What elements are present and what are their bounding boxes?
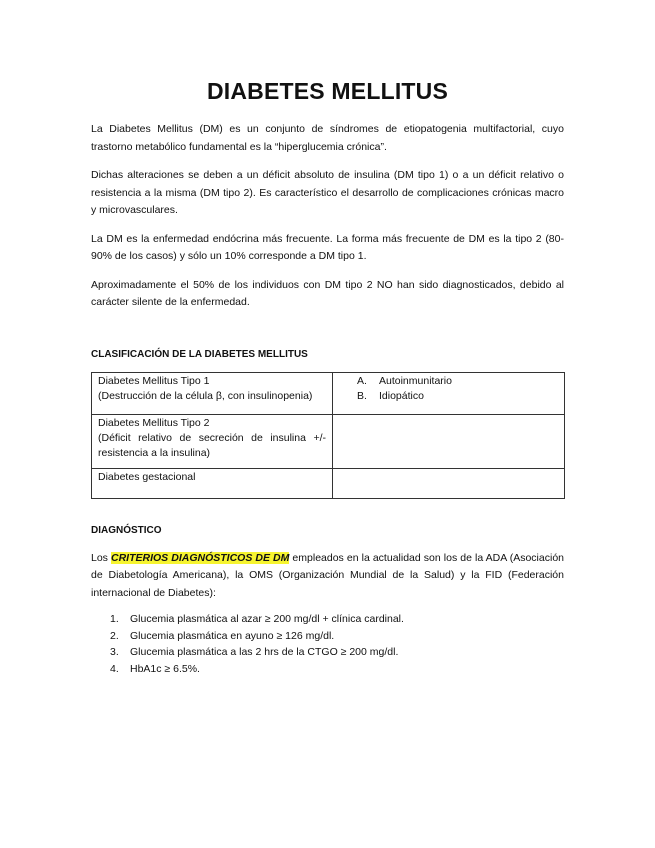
list-item <box>91 611 564 628</box>
list-number: 1. <box>110 613 119 625</box>
diabetes-type-label: Diabetes Mellitus Tipo 1 <box>98 374 210 387</box>
criteria-list <box>91 611 564 677</box>
list-item <box>91 661 564 678</box>
diagnosis-intro-after: empleados en la actualidad son los de la ADA (Asociación de Diabetología Americana), la OMS (Organización Mundial de la Salud) y la FID (Federación internacional de Diabetes): <box>91 551 564 599</box>
diabetes-type-label: Diabetes Mellitus Tipo 2 <box>98 416 210 429</box>
list-item <box>91 628 564 645</box>
intro-paragraph-3: La DM es la enfermedad endócrina más frecuente. La forma más frecuente de DM es la tipo 2 (80-90% de los casos) y sólo un 10% corresponde a DM tipo 1. <box>91 232 564 262</box>
intro-paragraph-1: La Diabetes Mellitus (DM) es un conjunto de síndromes de etiopatogenia multifactorial, cuyo trastorno metabólico fundamental es la “hiperglucemia crónica”. <box>91 123 564 153</box>
diabetes-type-detail: (Déficit relativo de secreción de insulina +/- resistencia a la insulina) <box>98 431 326 459</box>
criterion-text: Glucemia plasmática en ayuno ≥ 126 mg/dl. <box>130 629 335 642</box>
intro-paragraph-2: Dichas alteraciones se deben a un déficit absoluto de insulina (DM tipo 1) o a un déficit relativo o resistencia a la misma (DM tipo 2). Es característico el desarrollo de complicaciones crónicas macro y microvasculares. <box>91 169 564 216</box>
table-cell <box>92 372 333 414</box>
criterion-text: HbA1c ≥ 6.5%. <box>130 662 200 675</box>
table-cell <box>92 468 333 498</box>
criterion-text: Glucemia plasmática a las 2 hrs de la CTGO ≥ 200 mg/dl. <box>130 646 399 658</box>
subtype-label: Autoinmunitario <box>379 374 452 387</box>
list-item <box>339 389 558 404</box>
diagnosis-heading: DIAGNÓSTICO <box>91 524 162 536</box>
table-row <box>92 468 565 498</box>
list-number: 3. <box>110 646 119 658</box>
document-title: DIABETES MELLITUS <box>206 78 449 104</box>
table-cell <box>92 414 333 468</box>
subtype-label: Idiopático <box>379 389 424 402</box>
table-cell <box>333 372 565 414</box>
classification-table <box>91 372 565 499</box>
subtype-list <box>339 374 558 404</box>
table-cell <box>333 468 565 498</box>
list-number: 2. <box>110 629 119 642</box>
diagnosis-intro-before: Los <box>91 551 111 564</box>
diabetes-type-label: Diabetes gestacional <box>98 470 196 483</box>
classification-heading: CLASIFICACIÓN DE LA DIABETES MELLITUS <box>91 348 308 360</box>
list-number: 4. <box>110 662 119 675</box>
table-row <box>92 372 565 414</box>
highlighted-criteria: CRITERIOS DIAGNÓSTICOS DE DM <box>111 551 290 564</box>
table-row <box>92 414 565 468</box>
list-marker: A. <box>357 374 367 387</box>
diabetes-type-detail: (Destrucción de la célula β, con insulinopenia) <box>98 389 313 402</box>
list-item <box>339 374 558 389</box>
list-item <box>91 644 564 661</box>
list-marker: B. <box>357 389 367 402</box>
criterion-text: Glucemia plasmática al azar ≥ 200 mg/dl + clínica cardinal. <box>130 613 404 625</box>
intro-paragraph-4: Aproximadamente el 50% de los individuos con DM tipo 2 NO han sido diagnosticados, debido al carácter silente de la enfermedad. <box>91 278 564 308</box>
table-cell <box>333 414 565 468</box>
diagnosis-intro <box>91 550 564 603</box>
